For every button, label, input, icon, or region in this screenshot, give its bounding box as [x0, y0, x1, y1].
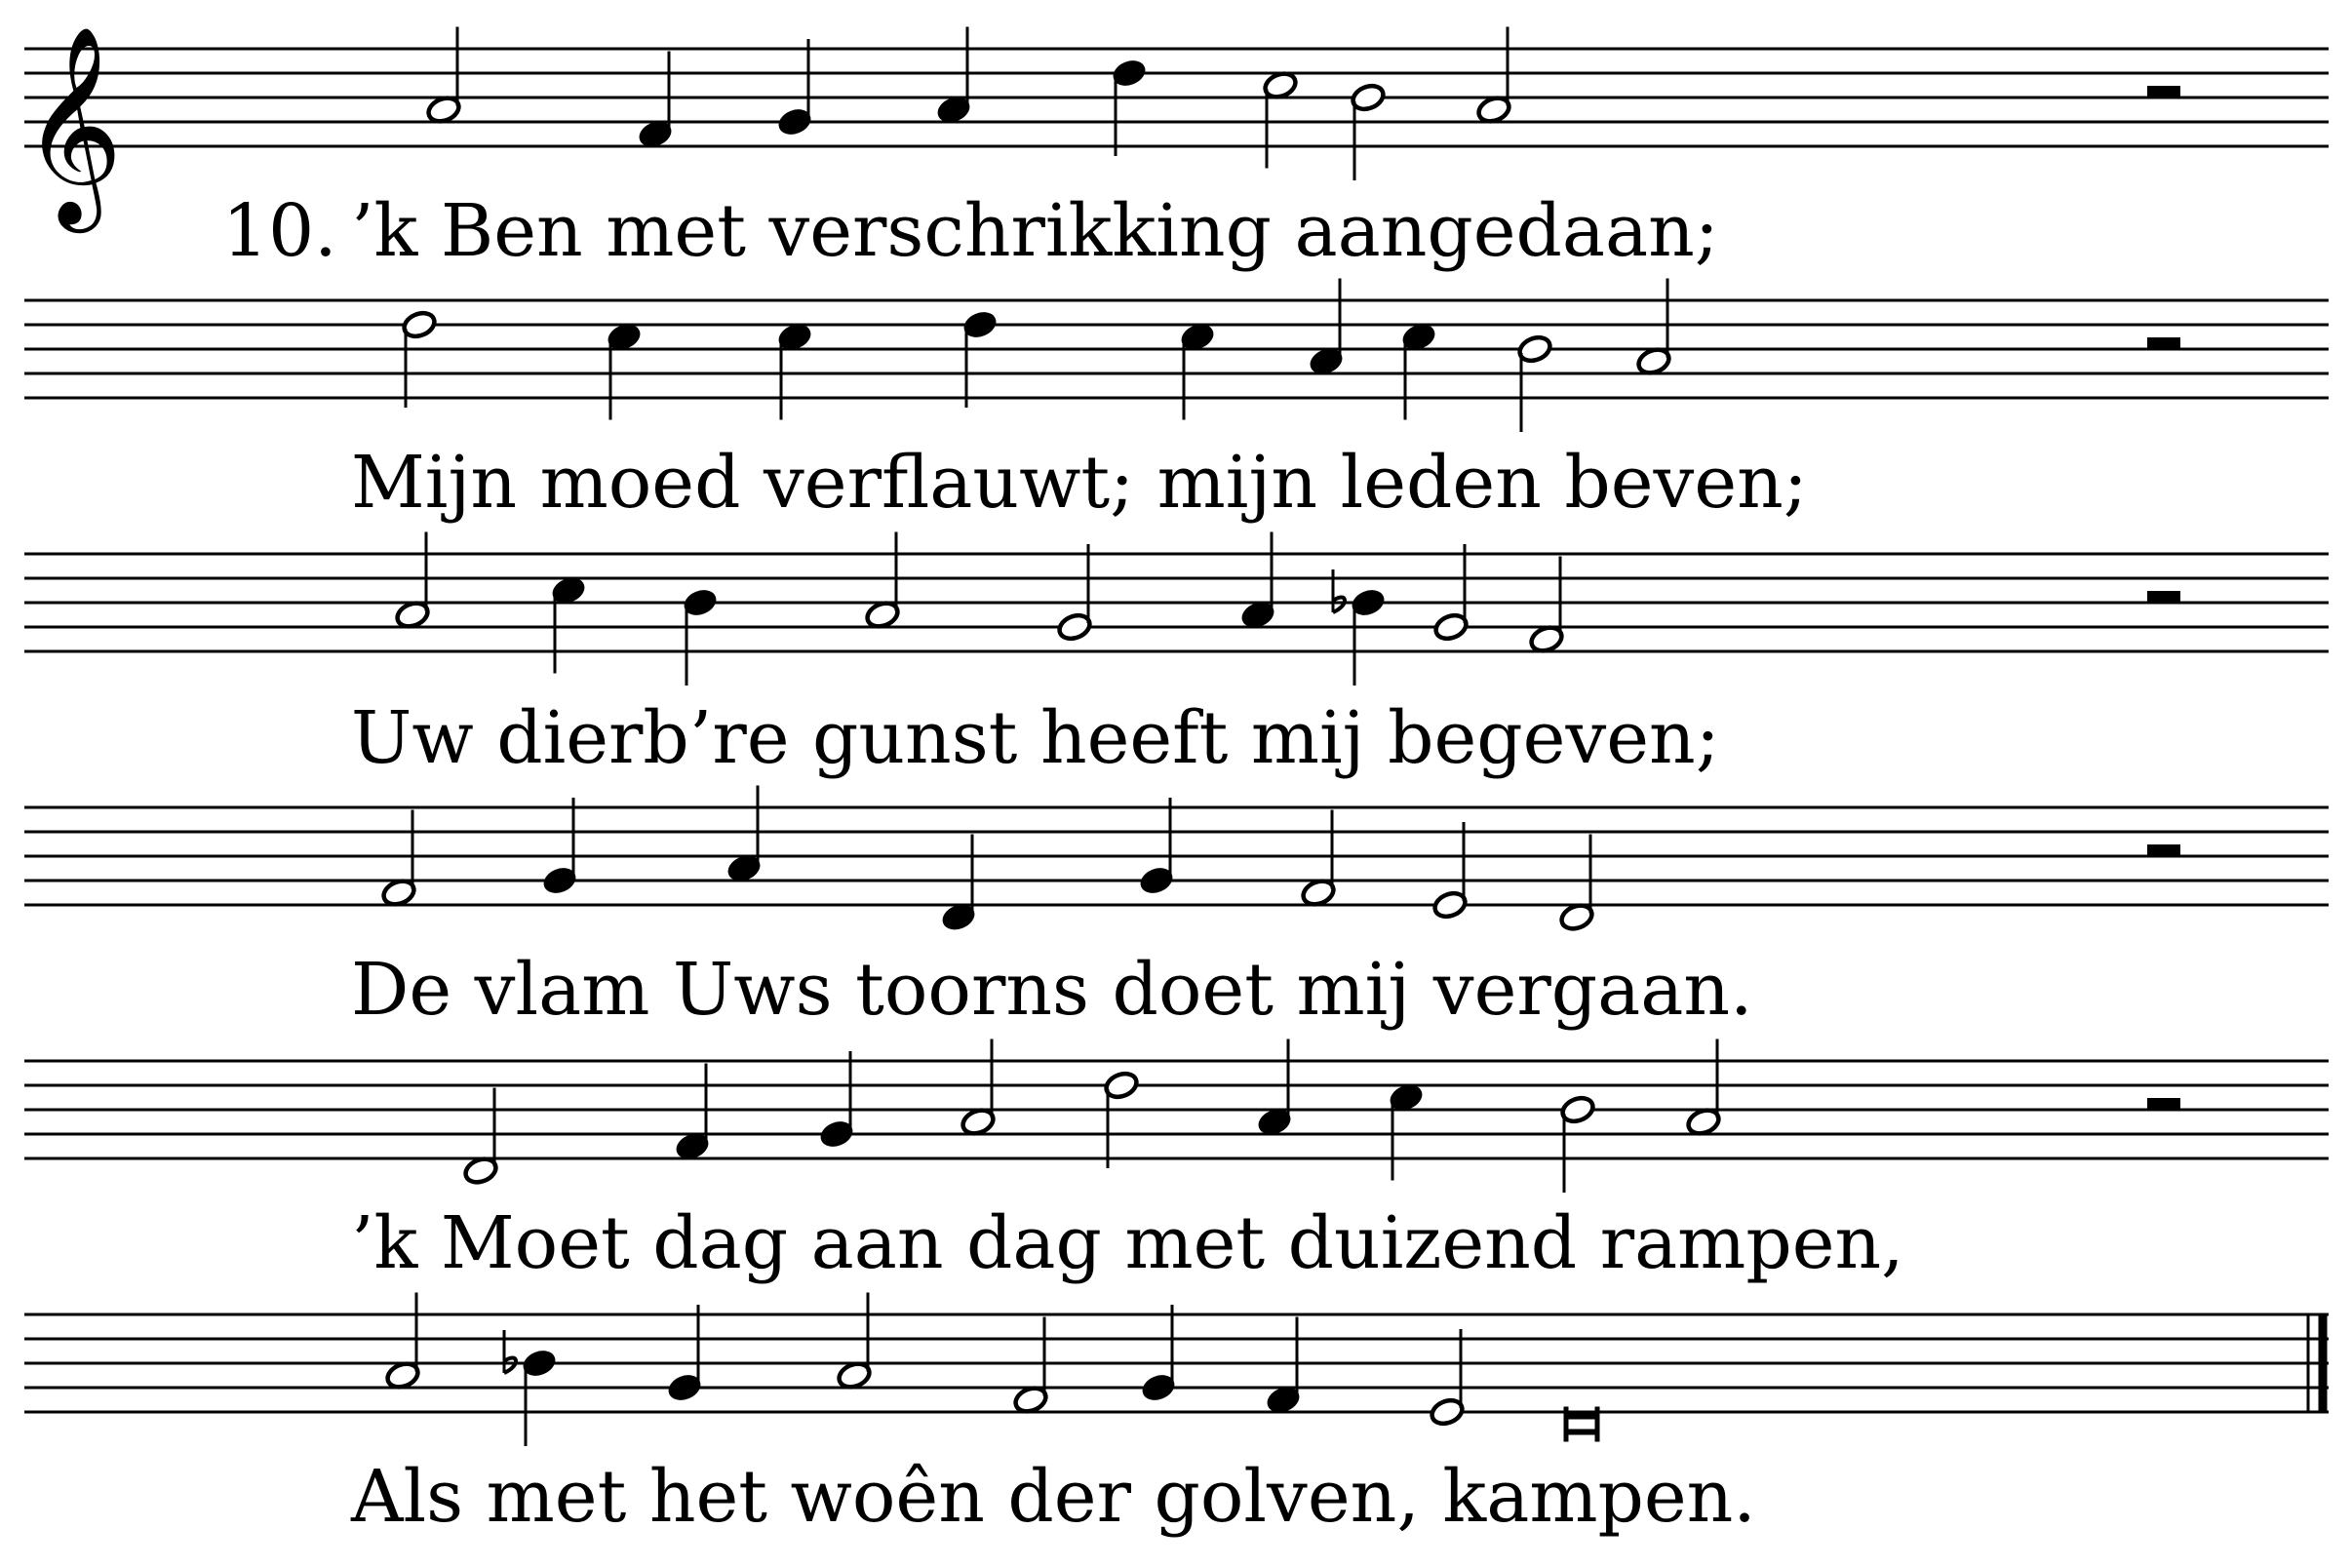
note — [1111, 58, 1148, 156]
note — [1350, 82, 1387, 180]
note — [682, 587, 719, 686]
note — [550, 574, 587, 673]
note — [960, 1039, 997, 1138]
note — [462, 1088, 499, 1187]
lyric-line: Uw dierb’re gunst heeft mij begeven; — [351, 696, 1720, 780]
staff-system — [24, 279, 2329, 433]
note — [425, 27, 462, 126]
note — [674, 1064, 711, 1162]
note — [1103, 1070, 1140, 1168]
verse-number: 10. — [222, 189, 337, 273]
note — [1138, 798, 1175, 896]
note — [776, 39, 813, 137]
half-rest-icon — [2147, 844, 2180, 856]
note — [940, 835, 977, 933]
note — [1400, 321, 1437, 419]
note — [725, 786, 763, 884]
lyric-line: Als met het woên der golven, kampen. — [351, 1455, 1756, 1539]
note — [637, 52, 674, 150]
treble-clef-icon: 𝄞 — [21, 24, 124, 224]
note — [1528, 557, 1565, 655]
note — [776, 321, 813, 419]
note — [606, 321, 643, 419]
half-rest-icon — [2147, 337, 2180, 349]
half-rest-icon — [2147, 1098, 2180, 1110]
note — [541, 798, 578, 896]
note — [1559, 1094, 1596, 1193]
note — [384, 1293, 421, 1392]
note — [1635, 279, 1672, 377]
note — [818, 1051, 855, 1150]
note — [1262, 69, 1299, 168]
note — [1056, 544, 1093, 643]
note — [836, 1293, 873, 1392]
staff-system — [24, 786, 2329, 933]
note — [1475, 27, 1512, 126]
staff-system — [24, 1039, 2329, 1194]
note — [1239, 532, 1276, 631]
note — [1308, 279, 1345, 377]
note — [1432, 544, 1470, 643]
flat-icon — [1333, 569, 1345, 612]
note — [1140, 1305, 1177, 1403]
half-rest-icon — [2147, 591, 2180, 603]
note — [1300, 810, 1337, 909]
note — [394, 532, 431, 631]
note — [1516, 333, 1553, 432]
note — [1429, 1329, 1466, 1428]
note — [401, 309, 438, 408]
note — [1431, 822, 1469, 921]
note — [1179, 321, 1216, 419]
note — [1265, 1317, 1302, 1416]
staff-system — [24, 1293, 2329, 1447]
note — [935, 27, 972, 126]
note — [1685, 1039, 1722, 1138]
half-rest-icon — [2147, 86, 2180, 98]
lyric-line: De vlam Uws toorns doet mij vergaan. — [351, 948, 1753, 1032]
lyric-line: Mijn moed verflauwt; mijn leden beven; — [351, 441, 1808, 525]
note — [380, 810, 417, 909]
lyric-line: ’k Moet dag aan dag met duizend rampen, — [351, 1201, 1904, 1285]
note — [666, 1305, 703, 1403]
note — [1256, 1039, 1293, 1138]
note — [961, 309, 999, 408]
note — [1558, 835, 1595, 933]
staff-system — [24, 532, 2329, 686]
note — [1012, 1317, 1049, 1416]
note — [864, 532, 901, 631]
flat-icon — [504, 1330, 516, 1373]
lyric-line: ’k Ben met verschrikking aangedaan; — [351, 189, 1719, 273]
note — [1388, 1081, 1425, 1180]
